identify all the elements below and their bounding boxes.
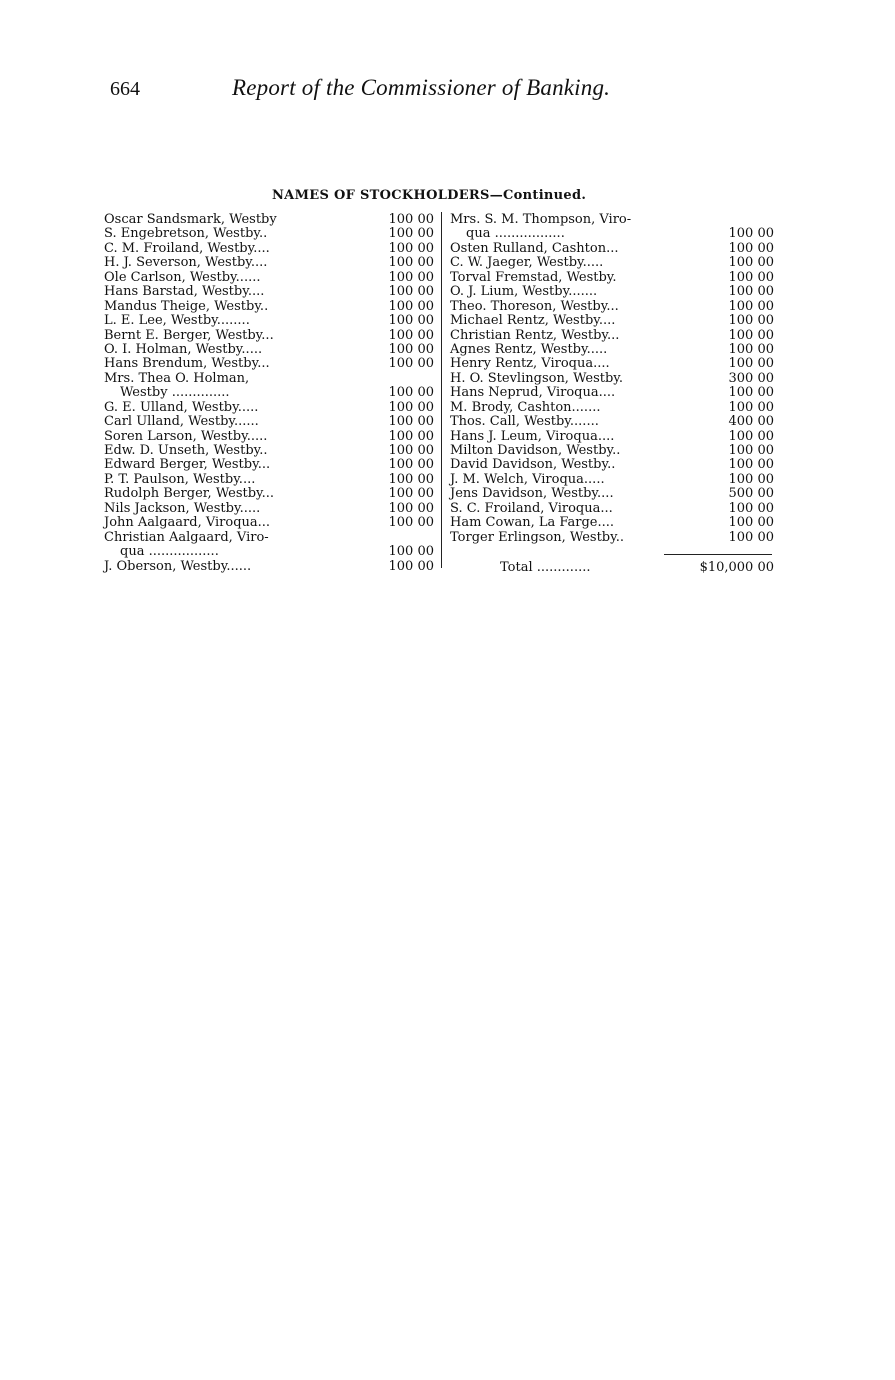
total-rule [664, 554, 772, 555]
stockholder-row [104, 545, 438, 559]
stockholder-row [450, 343, 780, 357]
stockholder-name: Westby .............. [120, 385, 230, 401]
stockholder-amount: 100 00 [728, 356, 774, 372]
section-title-continued: —Continued. [489, 188, 587, 203]
stockholder-name: Christian Rentz, Westby... [450, 327, 620, 343]
stockholder-row [104, 430, 438, 444]
stockholder-name: Henry Rentz, Viroqua.... [450, 356, 610, 372]
stockholder-row [450, 256, 780, 270]
stockholder-name: Hans Barstad, Westby.... [104, 284, 265, 300]
stockholder-row [450, 357, 780, 371]
stockholder-row [450, 314, 780, 328]
stockholder-row [104, 213, 438, 227]
stockholder-row [104, 314, 438, 328]
stockholder-row [450, 531, 780, 545]
stockholders-left-column [104, 213, 438, 574]
stockholder-amount: 100 00 [728, 298, 774, 314]
stockholder-name: Hans Brendum, Westby... [104, 356, 270, 372]
stockholder-amount: 100 00 [388, 399, 434, 415]
stockholder-name: qua ................. [466, 226, 565, 242]
stockholder-amount: 100 00 [728, 269, 774, 285]
stockholder-amount: 300 00 [728, 370, 774, 386]
stockholder-amount: 100 00 [388, 284, 434, 300]
stockholder-name: S. C. Froiland, Viroqua... [450, 500, 613, 516]
stockholder-row [450, 430, 780, 444]
stockholder-row [450, 242, 780, 256]
stockholder-row [450, 213, 780, 227]
total-label: Total ............. [500, 560, 591, 575]
stockholder-amount: 400 00 [728, 414, 774, 430]
total-row [450, 560, 780, 576]
stockholder-row [450, 516, 780, 530]
stockholder-name: Edw. D. Unseth, Westby.. [104, 443, 268, 458]
stockholder-amount: 100 00 [388, 428, 434, 444]
stockholder-amount: 100 00 [728, 313, 774, 329]
stockholder-name: O. I. Holman, Westby..... [104, 341, 263, 357]
stockholder-row [450, 372, 780, 386]
stockholder-name: C. M. Froiland, Westby.... [104, 240, 270, 256]
stockholder-row [104, 516, 438, 530]
stockholder-row [450, 271, 780, 285]
stockholder-row [450, 329, 780, 343]
stockholder-amount: 100 00 [728, 240, 774, 256]
stockholder-name: Oscar Sandsmark, Westby [104, 212, 277, 227]
stockholder-name: David Davidson, Westby.. [450, 457, 616, 473]
stockholder-amount: 100 00 [388, 515, 434, 531]
stockholder-row [104, 372, 438, 386]
stockholder-name: Jens Davidson, Westby.... [450, 486, 614, 502]
stockholder-amount: 100 00 [728, 341, 774, 357]
stockholder-name: Mandus Theige, Westby.. [104, 298, 269, 314]
stockholder-amount: 100 00 [728, 529, 774, 545]
stockholder-name: Torger Erlingson, Westby.. [450, 529, 625, 545]
stockholder-name: John Aalgaard, Viroqua... [104, 515, 271, 531]
stockholder-name: Soren Larson, Westby..... [104, 428, 268, 444]
stockholder-name: Ham Cowan, La Farge.... [450, 515, 614, 531]
stockholder-name: Torval Fremstad, Westby. [450, 269, 617, 285]
stockholder-name: Nils Jackson, Westby..... [104, 500, 261, 516]
stockholder-amount: 100 00 [728, 428, 774, 444]
stockholder-name: S. Engebretson, Westby.. [104, 226, 268, 242]
stockholder-amount: 100 00 [728, 284, 774, 300]
stockholder-row [104, 473, 438, 487]
stockholder-amount: 100 00 [388, 471, 434, 487]
stockholder-row [104, 343, 438, 357]
stockholder-row [104, 502, 438, 516]
stockholder-row [450, 285, 780, 299]
stockholder-name: O. J. Lium, Westby....... [450, 284, 598, 300]
stockholder-amount: 100 00 [388, 226, 434, 242]
stockholder-row [450, 300, 780, 314]
stockholder-row [104, 357, 438, 371]
stockholder-amount: 100 00 [728, 443, 774, 458]
stockholder-amount: 100 00 [728, 385, 774, 401]
stockholder-name: Rudolph Berger, Westby... [104, 486, 275, 502]
stockholder-name: J. M. Welch, Viroqua..... [450, 471, 605, 487]
stockholder-name: Hans J. Leum, Viroqua.... [450, 428, 615, 444]
stockholder-amount: 100 00 [388, 500, 434, 516]
stockholder-amount: 100 00 [388, 255, 434, 271]
stockholder-row [104, 256, 438, 270]
stockholder-name: M. Brody, Cashton....... [450, 399, 601, 415]
stockholder-row [450, 444, 780, 458]
stockholder-row [450, 386, 780, 400]
stockholder-name: Bernt E. Berger, Westby... [104, 327, 274, 343]
stockholder-amount: 100 00 [388, 212, 434, 227]
stockholder-amount: 100 00 [728, 471, 774, 487]
stockholder-amount: 100 00 [728, 500, 774, 516]
stockholder-amount: 100 00 [388, 341, 434, 357]
stockholder-row [450, 458, 780, 472]
stockholder-row [104, 458, 438, 472]
stockholder-name: Thos. Call, Westby....... [450, 414, 599, 430]
column-divider [441, 212, 442, 568]
stockholder-row [104, 285, 438, 299]
stockholder-row [104, 415, 438, 429]
stockholder-row [104, 386, 438, 400]
stockholder-name: J. Oberson, Westby...... [104, 558, 252, 574]
stockholder-amount: 100 00 [388, 240, 434, 256]
running-title: Report of the Commissioner of Banking. [232, 75, 611, 100]
stockholders-right-column [450, 213, 780, 545]
stockholder-name: Agnes Rentz, Westby..... [450, 341, 608, 357]
stockholder-row [104, 487, 438, 501]
stockholder-amount: 100 00 [388, 313, 434, 329]
stockholder-name: Mrs. S. M. Thompson, Viro- [450, 212, 632, 227]
stockholder-row [104, 401, 438, 415]
stockholder-amount: 100 00 [728, 327, 774, 343]
stockholder-amount: 100 00 [388, 486, 434, 502]
stockholder-row [450, 227, 780, 241]
stockholder-amount: 500 00 [728, 486, 774, 502]
stockholder-name: Michael Rentz, Westby.... [450, 313, 616, 329]
stockholder-name: Theo. Thoreson, Westby... [450, 298, 619, 314]
stockholder-row [104, 271, 438, 285]
stockholder-amount: 100 00 [388, 558, 434, 574]
stockholder-amount: 100 00 [728, 226, 774, 242]
stockholder-name: P. T. Paulson, Westby.... [104, 471, 256, 487]
stockholder-amount: 100 00 [388, 385, 434, 401]
stockholder-amount: 100 00 [728, 457, 774, 473]
stockholder-name: qua ................. [120, 544, 219, 560]
stockholder-amount: 100 00 [388, 443, 434, 458]
section-title [272, 188, 586, 203]
section-title-text: NAMES OF STOCKHOLDERS [272, 188, 490, 203]
stockholder-name: H. J. Severson, Westby.... [104, 255, 268, 271]
stockholder-amount: 100 00 [388, 356, 434, 372]
stockholder-name: Osten Rulland, Cashton... [450, 240, 619, 256]
stockholder-row [104, 242, 438, 256]
stockholder-name: L. E. Lee, Westby........ [104, 313, 250, 329]
stockholder-row [450, 415, 780, 429]
stockholder-amount: 100 00 [388, 457, 434, 473]
stockholder-amount: 100 00 [388, 414, 434, 430]
stockholder-row [450, 473, 780, 487]
stockholder-name: C. W. Jaeger, Westby..... [450, 255, 604, 271]
stockholder-row [104, 444, 438, 458]
stockholder-row [104, 560, 438, 574]
stockholder-amount: 100 00 [388, 298, 434, 314]
stockholder-name: Mrs. Thea O. Holman, [104, 370, 250, 386]
stockholder-amount: 100 00 [728, 255, 774, 271]
stockholder-row [450, 502, 780, 516]
stockholder-row [450, 401, 780, 415]
stockholder-amount: 100 00 [728, 515, 774, 531]
stockholder-amount: 100 00 [388, 269, 434, 285]
stockholder-name: Ole Carlson, Westby...... [104, 269, 261, 285]
stockholder-name: G. E. Ulland, Westby..... [104, 399, 259, 415]
stockholder-amount: 100 00 [388, 544, 434, 560]
stockholder-name: Milton Davidson, Westby.. [450, 443, 621, 458]
stockholder-row [450, 487, 780, 501]
page-number: 664 [110, 78, 140, 100]
stockholder-row [104, 329, 438, 343]
stockholder-name: Carl Ulland, Westby...... [104, 414, 259, 430]
stockholder-amount: 100 00 [728, 399, 774, 415]
stockholder-amount: 100 00 [388, 327, 434, 343]
stockholder-name: H. O. Stevlingson, Westby. [450, 370, 624, 386]
stockholder-name: Edward Berger, Westby... [104, 457, 271, 473]
stockholder-row [104, 300, 438, 314]
stockholder-name: Christian Aalgaard, Viro- [104, 529, 269, 545]
stockholder-row [104, 531, 438, 545]
total-amount: $10,000 00 [699, 560, 774, 575]
stockholder-row [104, 227, 438, 241]
stockholder-name: Hans Neprud, Viroqua.... [450, 385, 616, 401]
